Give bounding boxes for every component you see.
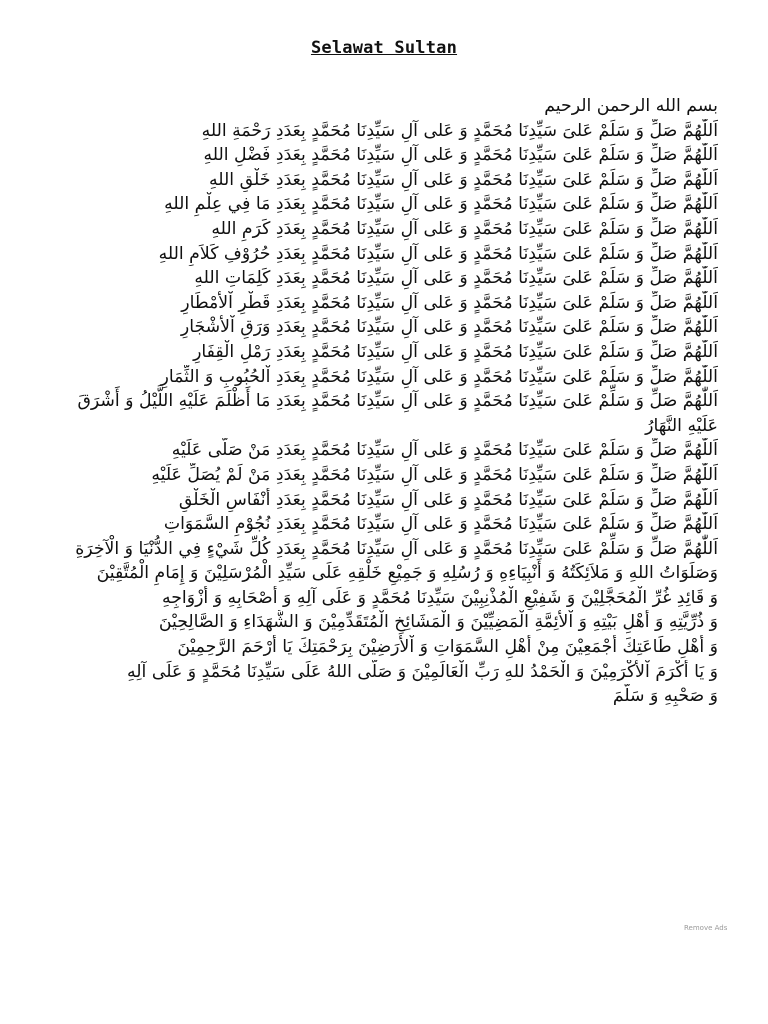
salawat-everything: اَللّٰهُمَّ صَلِّ وَ سَلِّمْ عَلىَ سَيِّدِنَا مُحَمَّدٍ وَ عَلى آلِ سَيِّدِنَا مُحَمَّدٍ بِعَدَدِ كُلِّ شَيْءٍ فِي الدُّنْيَا وَ الْآخِرَةِ bbox=[75, 538, 718, 559]
closing-line: وَ صَحْبِهِ وَ سَلَّمَ bbox=[612, 686, 718, 707]
remove-ads-link[interactable]: Remove Ads bbox=[684, 924, 728, 932]
salawat-line: اَللّٰهُمَّ صَلِّ وَ سَلِّمْ عَلىَ سَيِّدِنَا مُحَمَّدٍ وَ عَلى آلِ سَيِّدِنَا مُحَمَّدٍ بِعَدَدِ مَنْ صَلَّى عَلَيْهِ bbox=[171, 440, 718, 461]
salawat-line: اَللّٰهُمَّ صَلِّ وَ سَلِّمْ عَلىَ سَيِّدِنَا مُحَمَّدٍ وَ عَلى آلِ سَيِّدِنَا مُحَمَّدٍ بِعَدَدِ قَطْرِ اْلأَمْطَارِ bbox=[181, 292, 718, 313]
salawat-line: اَللّٰهُمَّ صَلِّ وَ سَلِّمْ عَلىَ سَيِّدِنَا مُحَمَّدٍ وَ عَلى آلِ سَيِّدِنَا مُحَمَّدٍ بِعَدَدِ أَنْفَاسِ الْخَلْقِ bbox=[178, 489, 718, 510]
salawat-line: اَللّٰهُمَّ صَلِّ وَ سَلِّمْ عَلىَ سَيِّدِنَا مُحَمَّدٍ وَ عَلى آلِ سَيِّدِنَا مُحَمَّدٍ بِعَدَدِ مَا فِي عِلْمِ اللهِ bbox=[164, 194, 718, 215]
salawat-line: اَللّٰهُمَّ صَلِّ وَ سَلِّمْ عَلىَ سَيِّدِنَا مُحَمَّدٍ وَ عَلى آلِ سَيِّدِنَا مُحَمَّدٍ بِعَدَدِ حُرُوْفِ كَلاَمِ اللهِ bbox=[158, 243, 718, 264]
salawat-line: اَللّٰهُمَّ صَلِّ وَ سَلِّمْ عَلىَ سَيِّدِنَا مُحَمَّدٍ وَ عَلى آلِ سَيِّدِنَا مُحَمَّدٍ بِعَدَدِ خَلْقِ اللهِ bbox=[209, 169, 718, 190]
basmalah: بسم الله الرحمن الرحيم bbox=[544, 96, 718, 116]
salawat-line: اَللّٰهُمَّ صَلِّ وَ سَلِّمْ عَلىَ سَيِّدِنَا مُحَمَّدٍ وَ عَلى آلِ سَيِّدِنَا مُحَمَّدٍ بِعَدَدِ كَلِمَاتِ اللهِ bbox=[194, 268, 718, 289]
salawat-line: اَللّٰهُمَّ صَلِّ وَ سَلِّمْ عَلىَ سَيِّدِنَا مُحَمَّدٍ وَ عَلى آلِ سَيِّدِنَا مُحَمَّدٍ بِعَدَدِ رَمْلِ الْقِفَارِ bbox=[193, 341, 718, 362]
salawat-line: اَللّٰهُمَّ صَلِّ وَ سَلِّمْ عَلىَ سَيِّدِنَا مُحَمَّدٍ وَ عَلى آلِ سَيِّدِنَا مُحَمَّدٍ بِعَدَدِ نُجُوْمِ السَّمَوَاتِ bbox=[163, 514, 718, 535]
closing-line: وَ قَائِدِ غُرِّ الْمُحَجَّلِيْنَ وَ شَفِيْعِ الْمُذْنِبِيْنَ سَيِّدِنَا مُحَمَّدٍ وَ عَلَى آلِهِ وَ أَصْحَابِهِ وَ أَزْوَاجِهِ bbox=[161, 587, 718, 608]
page-title: Selawat Sultan bbox=[310, 38, 458, 58]
closing-line: وَ ذُرِّيَّتِهِ وَ أَهْلِ بَيْتِهِ وَ اْلأَئِمَّةِ الْمَضِيِّيْنَ وَ الْمَشَائِخِ الْمُتَقَدِّمِيْنَ وَ الشُّهَدَاءِ وَ الصَّالِحِيْنَ bbox=[158, 612, 718, 633]
salawat-line: اَللّٰهُمَّ صَلِّ وَ سَلِّمْ عَلىَ سَيِّدِنَا مُحَمَّدٍ وَ عَلى آلِ سَيِّدِنَا مُحَمَّدٍ بِعَدَدِ وَرَقِ اْلأَشْجَارِ bbox=[180, 317, 718, 338]
prayer-text bbox=[62, 94, 718, 709]
salawat-line: اَللّٰهُمَّ صَلِّ وَ سَلِّمْ عَلىَ سَيِّدِنَا مُحَمَّدٍ وَ عَلى آلِ سَيِّدِنَا مُحَمَّدٍ بِعَدَدِ رَحْمَةِ اللهِ bbox=[201, 120, 718, 141]
closing-line: وَ يَا أَكْرَمَ اْلأَكْرَمِيْنَ وَ الْحَمْدُ للهِ رَبِّ الْعَالَمِيْنَ وَ صَلَّى اللهُ عَلَى سَيِّدِنَا مُحَمَّدٍ وَ عَلَى آلِهِ bbox=[127, 661, 718, 682]
closing-line: وَ أَهْلِ طَاعَتِكَ أَجْمَعِيْنَ مِنْ أَهْلِ السَّمَوَاتِ وَ اْلأَرَضِيْنَ بِرَحْمَتِكَ يَا أَرْحَمَ الرَّحِمِيْنَ bbox=[177, 637, 718, 658]
salawat-line: اَللّٰهُمَّ صَلِّ وَ سَلِّمْ عَلىَ سَيِّدِنَا مُحَمَّدٍ وَ عَلى آلِ سَيِّدِنَا مُحَمَّدٍ بِعَدَدِ كَرَمِ اللهِ bbox=[211, 218, 718, 239]
salawat-line: اَللّٰهُمَّ صَلِّ وَ سَلِّمْ عَلىَ سَيِّدِنَا مُحَمَّدٍ وَ عَلى آلِ سَيِّدِنَا مُحَمَّدٍ بِعَدَدِ مَنْ لَمْ يُصَلِّ عَلَيْهِ bbox=[151, 464, 718, 485]
salawat-line: اَللّٰهُمَّ صَلِّ وَ سَلِّمْ عَلىَ سَيِّدِنَا مُحَمَّدٍ وَ عَلى آلِ سَيِّدِنَا مُحَمَّدٍ بِعَدَدِ فَضْلِ اللهِ bbox=[203, 145, 718, 166]
salawat-line: اَللّٰهُمَّ صَلِّ وَ سَلِّمْ عَلىَ سَيِّدِنَا مُحَمَّدٍ وَ عَلى آلِ سَيِّدِنَا مُحَمَّدٍ بِعَدَدِ اْلحُبُوبِ وَ الثِّمَارِ bbox=[160, 366, 718, 387]
salawat-night-day: اَللّٰهُمَّ صَلِّ وَ سَلِّمْ عَلىَ سَيِّدِنَا مُحَمَّدٍ وَ عَلى آلِ سَيِّدِنَا مُحَمَّدٍ بِعَدَدِ مَا أَظْلَمَ عَلَيْهِ اللَّيْلُ وَ أَشْرَقَ عَلَيْهِ النَّهَارُ bbox=[77, 391, 718, 436]
angels-paragraph: وَصَلَوَاتُ اللهِ وَ مَلاَئِكَتُهُ وَ أَنْبِيَاءِهِ وَ رُسُلِهِ وَ جَمِيْعِ خَلْقِهِ عَلَى سَيِّدِ الْمُرْسَلِيْنَ وَ إِمَامِ الْمُتَّقِيْنَ bbox=[96, 563, 718, 584]
